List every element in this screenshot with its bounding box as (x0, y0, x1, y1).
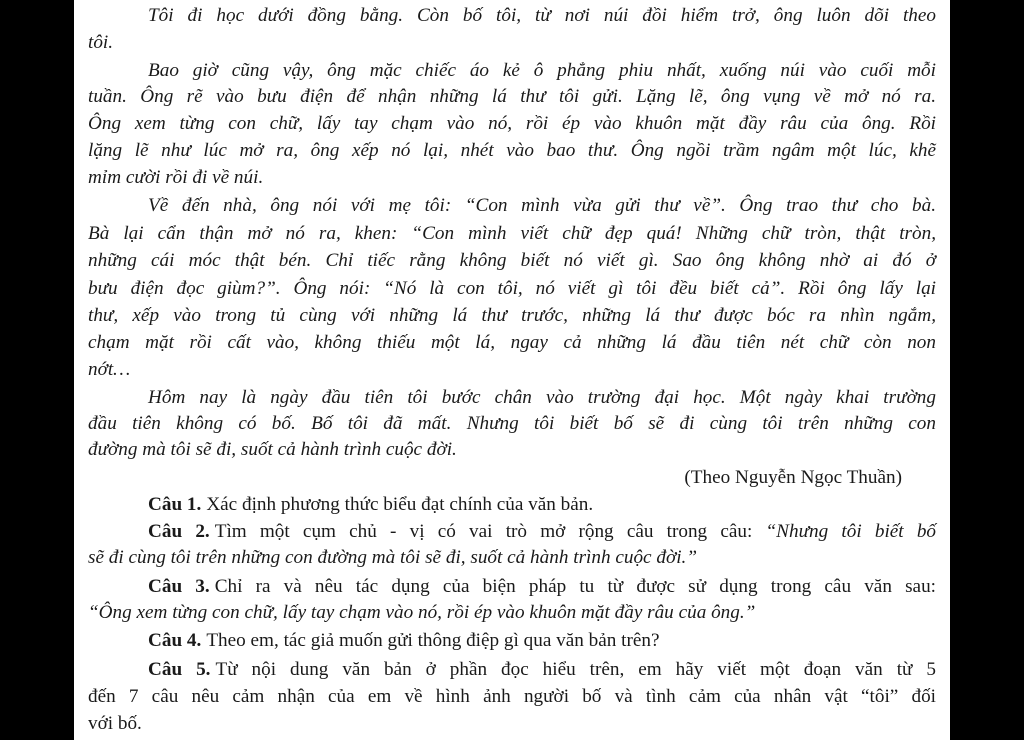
question-4 (148, 628, 936, 653)
question-text: Xác định phương thức biểu đạt chính của văn bản. (206, 494, 594, 515)
passage-line: mỉm cười rồi đi về núi. (88, 167, 264, 188)
passage-line: Về đến nhà, ông nói với mẹ tôi: “Con mình vừa gửi thư về”. Ông trao thư cho bà. (148, 195, 936, 216)
question-text-cont: với bố. (88, 713, 142, 734)
question-2 (148, 519, 936, 544)
question-text: Theo em, tác giả muốn gửi thông điệp gì qua văn bản trên? (206, 630, 660, 651)
passage-line: bưu điện đọc giùm?”. Ông nói: “Nó là con tôi, nó viết gì tôi đều biết cả”. Rồi ông lấy lại (88, 278, 936, 299)
passage-line: tôi. (88, 32, 114, 53)
question-label: Câu 2. (148, 521, 210, 542)
question-3 (148, 574, 936, 599)
passage-line: đầu tiên không có bố. Bố tôi đã mất. Nhưng tôi biết bố sẽ đi cùng tôi trên những con (88, 413, 936, 434)
passage-line: thư, xếp vào trong tủ cùng với những lá thư trước, những lá thư được bóc ra nhìn ngắm, (88, 305, 936, 326)
question-label: Câu 1. (148, 494, 202, 515)
document-page (74, 0, 950, 740)
question-quote: “Nhưng tôi biết bố (765, 521, 937, 542)
question-text: Tìm một cụm chủ - vị có vai trò mở rộng câu trong câu: (214, 521, 766, 542)
question-text-cont: đến 7 câu nêu cảm nhận của em về hình ảnh người bố và tình cảm của nhân vật “tôi” đối (88, 686, 936, 707)
question-label: Câu 3. (148, 576, 210, 597)
passage-line: Hôm nay là ngày đầu tiên tôi bước chân vào trường đại học. Một ngày khai trường (148, 387, 936, 408)
passage-line: đường mà tôi sẽ đi, suốt cả hành trình cuộc đời. (88, 439, 457, 460)
question-text: Từ nội dung văn bản ở phần đọc hiểu trên, em hãy viết một đoạn văn từ 5 (215, 659, 936, 680)
passage-line: lặng lẽ như lúc mở ra, ông xếp nó lại, nhét vào bao thư. Ông ngồi trầm ngâm một lúc, khẽ (88, 140, 936, 161)
question-text: Chỉ ra và nêu tác dụng của biện pháp tu từ được sử dụng trong câu văn sau: (214, 576, 936, 597)
passage-line: Tôi đi học dưới đồng bằng. Còn bố tôi, từ nơi núi đồi hiểm trở, ông luôn dõi theo (148, 5, 936, 26)
question-label: Câu 4. (148, 630, 202, 651)
passage-line: tuần. Ông rẽ vào bưu điện để nhận những lá thư tôi gửi. Lặng lẽ, ông vụng về mở nó ra. (88, 86, 936, 107)
passage-line: Ông xem từng con chữ, lấy tay chạm vào nó, rồi ép vào khuôn mặt đầy râu của ông. Rồi (88, 113, 936, 134)
source-citation: (Theo Nguyễn Ngọc Thuần) (684, 467, 902, 488)
passage-line: chạm mặt rồi cất vào, không thiếu một lá, ngay cả những lá đầu tiên nét chữ còn non (88, 332, 936, 353)
question-quote: “Ông xem từng con chữ, lấy tay chạm vào nó, rồi ép vào khuôn mặt đầy râu của ông.” (88, 602, 756, 623)
question-quote-cont: sẽ đi cùng tôi trên những con đường mà tôi sẽ đi, suốt cả hành trình cuộc đời.” (88, 547, 697, 568)
passage-line: nớt… (88, 359, 131, 380)
question-1 (148, 492, 936, 517)
passage-line: Bà lại cẩn thận mở nó ra, khen: “Con mình viết chữ đẹp quá! Những chữ tròn, thật tròn, (88, 223, 936, 244)
question-label: Câu 5. (148, 659, 211, 680)
passage-line: Bao giờ cũng vậy, ông mặc chiếc áo kẻ ô phẳng phiu nhất, xuống núi vào cuối mỗi (148, 60, 936, 81)
question-5 (148, 657, 936, 682)
passage-line: những cái móc thật bén. Chỉ tiếc rằng không biết nó viết gì. Sao ông không nhờ ai đó ở (88, 250, 936, 271)
